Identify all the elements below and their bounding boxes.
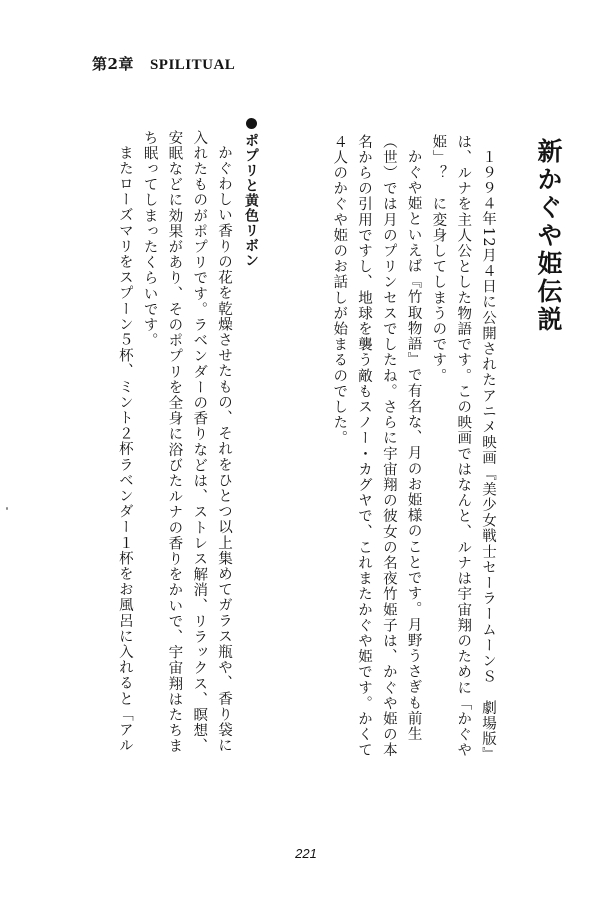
scan-speck xyxy=(6,507,8,510)
body-line: またローズマリをスプーン５杯、ミント２杯ラベンダー１杯をお風呂に入れると「アル xyxy=(116,145,133,754)
bullet-icon xyxy=(246,118,257,129)
body-line: かぐわしい香りの花を乾燥させたもの、それをひとつ以上集めてガラス瓶や、香り袋に xyxy=(216,145,232,754)
body-line: 入れたものがポプリです。ラベンダーの香りなどは、ストレス解消、リラックス、瞑想、 xyxy=(191,130,208,754)
chapter-label: 第2章 xyxy=(92,55,134,73)
section-heading xyxy=(242,118,260,268)
body-line: 名からの引用ですし、地球を襲う敵もスノー・カグヤで、これまたかぐや姫です。かくて xyxy=(356,134,373,758)
body-line: ４人のかぐや姫のお話しが始まるのでした。 xyxy=(331,134,348,446)
section-heading-text: ポプリと黄色リボン xyxy=(243,133,259,268)
body-line: かぐや姫といえば『竹取物語』で有名な、月のお姫様のことです。月野うさぎも前生 xyxy=(405,149,422,742)
section-body xyxy=(112,130,236,754)
body-line: （世）では月のプリンセスでしたね。さらに宇宙翔の彼女の名夜竹姫子は、かぐや姫の本 xyxy=(380,134,397,758)
body-line: ち眠ってしまったくらいです。 xyxy=(141,130,158,349)
body-line: １９９４年12月４日に公開されたアニメ映画『美少女戦士セーラームーンＳ 劇場版』 xyxy=(480,149,496,763)
chapter-subtitle: SPILITUAL xyxy=(149,57,236,73)
body-line: 安眠などに効果があり、そのポプリを全身に浴びたルナの香りをかいで、宇宙翔はたちま xyxy=(166,130,183,754)
running-header xyxy=(92,53,235,74)
article-title: 新かぐや姫伝説 xyxy=(534,138,563,334)
article-body xyxy=(326,134,500,762)
page-number: 221 xyxy=(295,846,317,861)
body-line: 姫」？ に変身してしまうのです。 xyxy=(430,134,447,384)
body-line: は、ルナを主人公とした物語です。この映画ではなんと、ルナは宇宙翔のために「かぐや xyxy=(455,134,472,758)
